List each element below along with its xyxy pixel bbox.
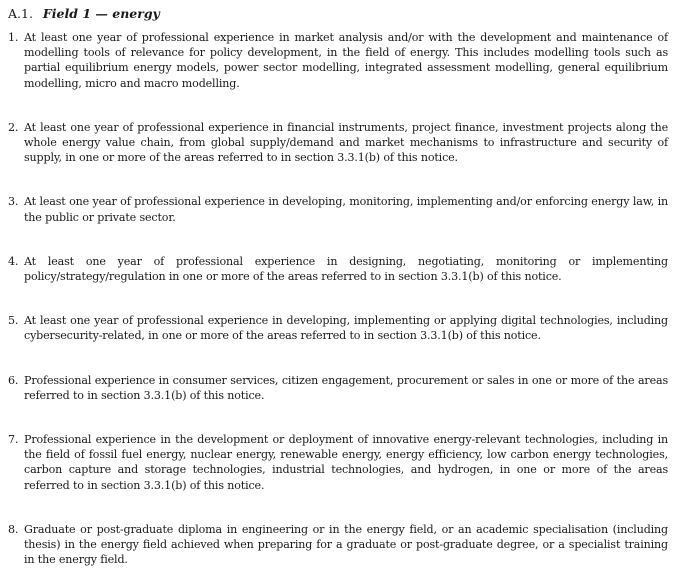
- section-title: Field 1 — energy: [42, 6, 160, 21]
- item-number: 3.: [8, 195, 19, 209]
- list-item: [8, 30, 668, 91]
- item-text: At least one year of professional experience in financial instruments, project finance, investment projects along the whole energy value chain, from global supply/demand and market mechanisms to infrastructure and security of supply, in one or more of the areas referred to in section 3.3.1(b) of this notice.: [24, 120, 668, 165]
- item-text: Professional experience in consumer services, citizen engagement, procurement or sales in one or more of the areas referred to in section 3.3.1(b) of this notice.: [24, 373, 668, 402]
- item-text: Professional experience in the development or deployment of innovative energy-relevant technologies, including in the field of fossil fuel energy, nuclear energy, renewable energy, energy efficiency, low carbon energy technologies, carbon capture and storage technologies, industrial technologies, and hydrogen, in one or more of the areas referred to in section 3.3.1(b) of this notice.: [24, 433, 668, 492]
- item-number: 5.: [8, 314, 19, 328]
- list-item: [8, 313, 668, 343]
- section-number: A.1.: [8, 6, 33, 21]
- item-number: 1.: [8, 31, 19, 44]
- item-number: 6.: [8, 373, 19, 387]
- item-text: Graduate or post-graduate diploma in engineering or in the energy field, or an academic specialisation (including thesis) in the energy field achieved when preparing for a graduate or post-graduate degree, or a specialist training in the energy field.: [24, 522, 668, 567]
- section-heading: [8, 6, 668, 22]
- item-number: 8.: [8, 522, 19, 536]
- item-number: 7.: [8, 433, 19, 447]
- list-item: [8, 373, 668, 403]
- item-text: At least one year of professional experience in developing, monitoring, implementing and/or enforcing energy law, in the public or private sector.: [24, 195, 668, 224]
- item-number: 4.: [8, 254, 19, 268]
- item-text: At least one year of professional experience in designing, negotiating, monitoring or implementing policy/strategy/regulation in one or more of the areas referred to in section 3.3.1(b) of this notice.: [24, 254, 668, 284]
- item-text: At least one year of professional experience in developing, implementing or applying digital technologies, including cybersecurity-related, in one or more of the areas referred to in section 3.3.1(b) of this notice.: [24, 314, 668, 343]
- item-number: 2.: [8, 120, 19, 134]
- list-item: [8, 120, 668, 166]
- list-item: [8, 194, 668, 224]
- item-text: At least one year of professional experience in market analysis and/or with the development and maintenance of modelling tools of relevance for policy development, in the field of energy. This includes modelling tools such as partial equilibrium energy models, power sector modelling, integrated assessment modelling, general equilibrium modelling, micro and macro modelling.: [24, 31, 668, 90]
- list-item: [8, 254, 668, 284]
- list-item: [8, 522, 668, 568]
- requirements-list: [8, 30, 668, 567]
- list-item: [8, 432, 668, 493]
